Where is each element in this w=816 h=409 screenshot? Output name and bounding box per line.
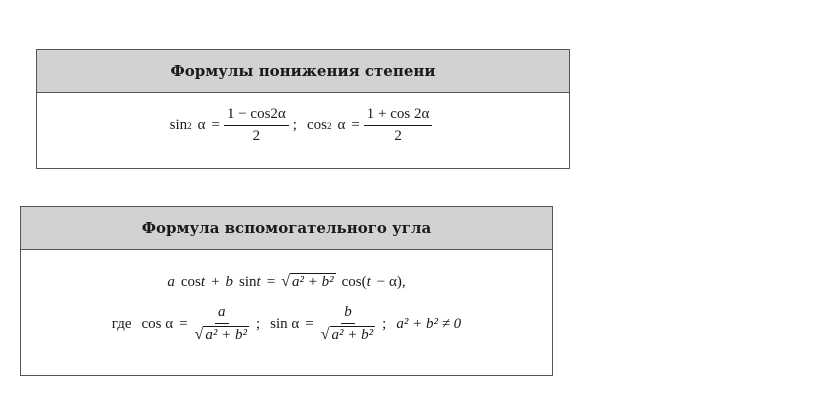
cos-alpha-fraction [192, 304, 252, 344]
plus-sign: + [211, 273, 220, 290]
coef-b: b [225, 273, 234, 290]
sqrt-expression [321, 326, 375, 344]
cos-fn: cos [180, 273, 201, 290]
cos-var: α [337, 117, 346, 133]
var-t: t [366, 273, 371, 290]
sin-fn: sin [169, 117, 188, 133]
equals-sign: = [351, 117, 360, 133]
sin-fn: sin [239, 273, 257, 290]
nonzero-condition: a² + b² ≠ 0 [396, 315, 462, 332]
sin-alpha: sin α [270, 315, 300, 332]
cos-fraction-numerator: 1 + cos 2α [364, 106, 433, 126]
radicand: a² + b² [331, 327, 374, 343]
radicand: a² + b² [291, 274, 334, 290]
sqrt-expression [281, 273, 335, 291]
power-reduction-title: Формулы понижения степени [37, 50, 569, 93]
cos-fraction [364, 106, 433, 145]
equals-sign: = [179, 315, 188, 332]
power-reduction-box [36, 49, 570, 169]
where-formulas [21, 304, 552, 344]
radicand: a² + b² [205, 327, 247, 343]
where-label: где [111, 315, 132, 332]
equals-sign: = [266, 273, 276, 290]
cos-fraction-denominator: 2 [394, 128, 402, 144]
equals-sign: = [211, 117, 220, 133]
auxiliary-angle-title: Формула вспомогательного угла [21, 207, 552, 250]
sin-var: α [197, 117, 206, 133]
sin-alpha-denominator [318, 324, 378, 344]
sin-alpha-numerator: b [341, 304, 355, 324]
power-reduction-formulas: sin 2 α = $\frac{1 - \cos 2\alpha}{2}$ ; cos 2 α = $\frac{1 + \cos 2\alpha}{2}$ [37, 106, 569, 145]
sin-alpha-fraction [318, 304, 378, 344]
radical-icon: √ [281, 273, 290, 290]
tail: − α), [376, 273, 406, 290]
sqrt-expression [195, 326, 249, 344]
separator: ; [382, 315, 387, 332]
cos-fn: cos [306, 117, 327, 133]
var-t: t [256, 273, 261, 290]
separator: ; [255, 315, 261, 332]
auxiliary-angle-formula [21, 273, 552, 291]
cos-alpha: cos α [141, 315, 174, 332]
cos-alpha-numerator: a [215, 304, 229, 324]
coef-a: a [167, 273, 175, 290]
var-t: t [200, 273, 206, 290]
radical-icon: √ [194, 326, 204, 343]
sin-fraction [224, 106, 289, 145]
auxiliary-angle-box [20, 206, 553, 376]
cos-open: cos( [341, 273, 367, 290]
sin-fraction-numerator: 1 − cos2α [224, 106, 289, 126]
sin-fraction-denominator: 2 [252, 128, 261, 144]
radical-icon: √ [320, 326, 330, 343]
equals-sign: = [305, 315, 314, 332]
cos-alpha-denominator [192, 324, 252, 344]
separator: ; [292, 117, 297, 133]
